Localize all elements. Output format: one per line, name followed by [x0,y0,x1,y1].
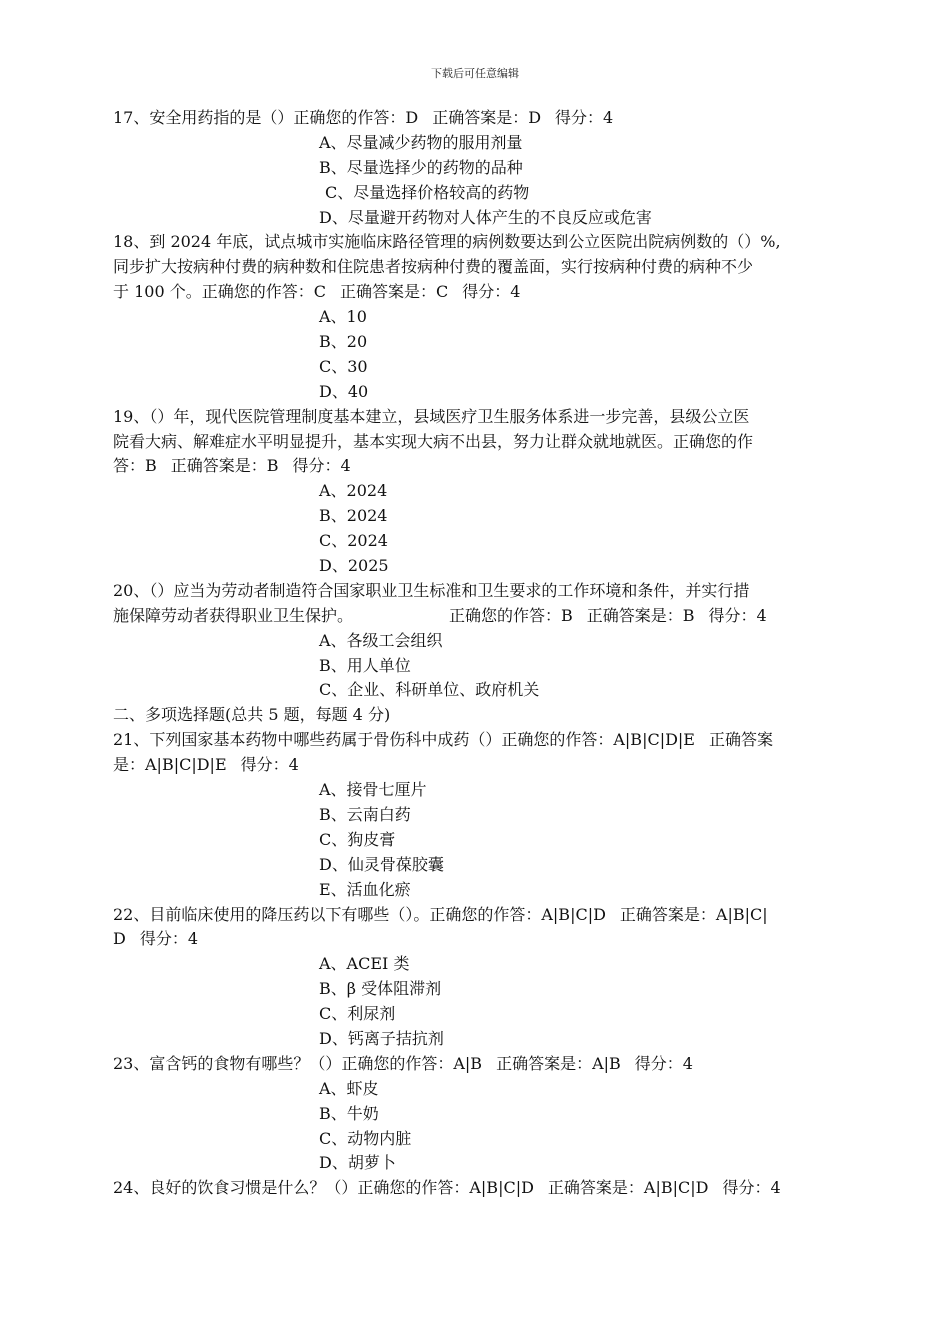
question-20-line: 20、（）应当为劳动者制造符合国家职业卫生标准和卫生要求的工作环境和条件，并实行措 [113,580,750,600]
question-text: 23、富含钙的食物有哪些？（）正确您的作答：A|B [113,1053,483,1073]
question-text: 17、安全用药指的是（）正确您的作答：D [113,108,419,127]
option: D、钙离子拮抗剂 [319,1028,444,1048]
score: 得分：4 [462,282,521,302]
question-text: 21、下列国家基本药物中哪些药属于骨伤科中成药（）正确您的作答：A|B|C|D|E [113,730,695,750]
correct-answer: 正确答案是：A|B|C|D [547,1178,709,1198]
question-22-line [113,927,863,952]
score: 得分：4 [722,1178,781,1198]
option: A、各级工会组织 [319,630,443,650]
correct-answer-cont: D [113,929,126,949]
question-21-line [113,728,863,753]
score: 得分：4 [292,456,351,476]
option: A、10 [319,307,367,327]
question-text: 于 100 个。正确您的作答：C [113,282,326,302]
option: A、虾皮 [319,1078,379,1098]
score: 得分：4 [240,755,299,775]
option: A、接骨七厘片 [319,780,427,800]
correct-answer: 正确答案是：D [432,108,542,127]
question-text: 24、良好的饮食习惯是什么？（）正确您的作答：A|B|C|D [113,1178,534,1198]
question-19-line: 院看大病、解难症水平明显提升，基本实现大病不出县，努力让群众就地就医。正确您的作 [113,431,754,451]
correct-answer: 正确答案是：A|B|C| [619,904,768,924]
question-18-line: 同步扩大按病种付费的病种数和住院患者按病种付费的覆盖面，实行按病种付费的病种不少 [113,257,754,277]
correct-answer: 是：A|B|C|D|E [113,755,227,775]
correct-answer: 正确答案是：B [586,605,695,625]
page-header: 下载后可任意编辑 [431,67,519,80]
option: A、2024 [319,481,388,501]
option: C、企业、科研单位、政府机关 [319,680,540,700]
option: D、胡萝卜 [319,1153,396,1173]
question-text: 施保障劳动者获得职业卫生保护。 [113,605,354,625]
option: A、ACEI 类 [319,954,410,974]
correct-answer-label: 正确答案 [709,730,774,750]
question-19-line [113,454,863,479]
score: 得分：4 [708,605,767,625]
option: C、30 [319,356,368,376]
option: D、40 [319,381,369,401]
question-22-line [113,903,863,928]
question-text: 22、目前临床使用的降压药以下有哪些（）。正确您的作答：A|B|C|D [113,904,606,924]
option: D、仙灵骨葆胶囊 [319,854,444,874]
option: A、尽量减少药物的服用剂量 [319,132,523,152]
question-text: 答：B [113,456,157,476]
option: B、牛奶 [319,1103,379,1123]
question-24-stem [113,1176,863,1201]
option: D、尽量避开药物对人体产生的不良反应或危害 [319,207,652,227]
option: B、β 受体阻滞剂 [319,979,442,999]
option: B、用人单位 [319,655,411,675]
option: C、尽量选择价格较高的药物 [325,182,530,202]
score: 得分：4 [139,929,199,949]
correct-answer: 正确答案是：A|B [496,1053,621,1073]
question-18-line [113,280,863,305]
question-19-line: 19、（）年，现代医院管理制度基本建立，县域医疗卫生服务体系进一步完善，县级公立医 [113,406,750,426]
score: 得分：4 [555,108,614,127]
question-23-stem [113,1052,863,1077]
option: B、尽量选择少的药物的品种 [319,157,523,177]
score: 得分：4 [634,1053,693,1073]
correct-answer: 正确答案是：C [339,282,449,302]
option: C、利尿剂 [319,1004,396,1024]
option: B、云南白药 [319,804,411,824]
option: B、2024 [319,506,388,526]
question-21-line [113,753,863,778]
option: E、活血化瘀 [319,879,411,899]
section-title: 二、多项选择题(总共 5 题，每题 4 分) [113,705,391,725]
question-17-stem [113,106,863,131]
your-answer: 正确您的作答：B [449,605,573,625]
option: C、2024 [319,531,388,551]
question-20-line [113,604,863,629]
option: D、2025 [319,556,389,576]
option: B、20 [319,332,368,352]
question-list [113,106,863,1201]
question-18-line: 18、到 2024 年底，试点城市实施临床路径管理的病例数要达到公立医院出院病例数的（）%, [113,232,781,252]
option: C、动物内脏 [319,1128,412,1148]
correct-answer: 正确答案是：B [170,456,279,476]
option: C、狗皮膏 [319,829,396,849]
